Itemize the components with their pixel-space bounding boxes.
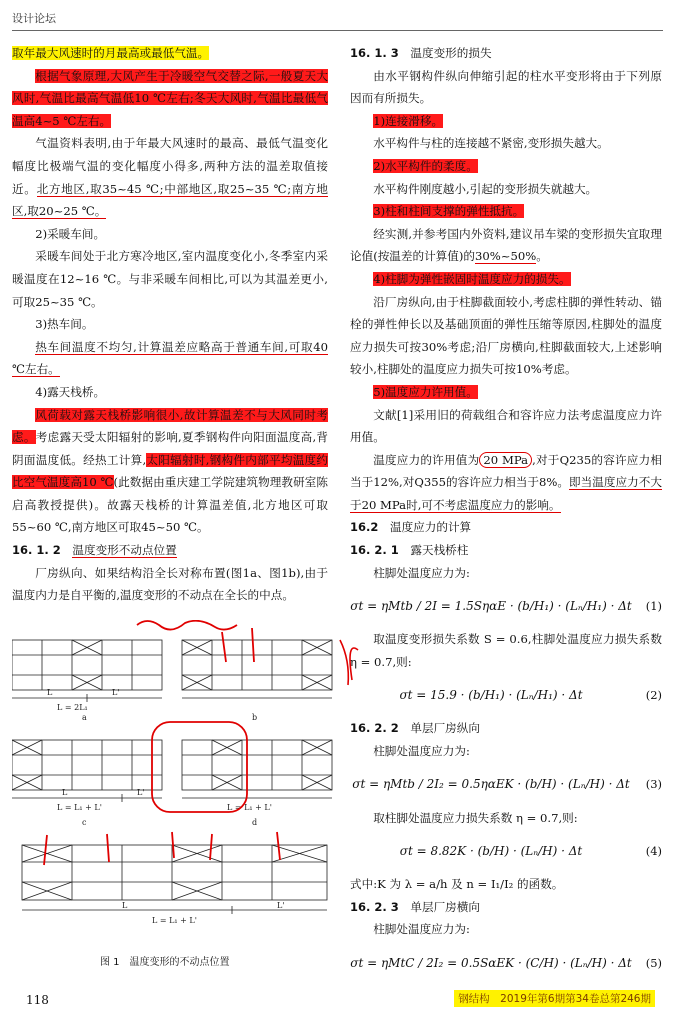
- fig-b-label: b: [252, 713, 258, 722]
- fig-e-seg2: L': [277, 901, 285, 910]
- para: 采暖车间处于北方寒冷地区,室内温度变化小,冬季室内采暖温度在12~16 ℃。与非采暖车间相比,可以为其温差更小,可取25~35 ℃。: [12, 249, 328, 309]
- equation-5: σt = ηMtC / 2I₂ = 0.5SαEK · (C/H) · (Lₙ/H) · Δt (5): [350, 955, 662, 970]
- text: (此数据由重庆建工学院建筑物理教研室陈启高教授提供)。故露天栈桥的计算温差值,北方地区可取55~60 ℃,南方地区可取45~50 ℃。: [12, 475, 328, 535]
- right-column: [350, 42, 662, 985]
- header-rule: [12, 30, 663, 31]
- underlined-text: 即当温度应力不大于20 MPa时,可不考虑温度应力的影响。: [350, 475, 662, 512]
- page-number: 118: [26, 993, 49, 1007]
- para: 由水平钢构件纵向伸缩引起的柱水平变形将由于下列原因而有所损失。: [350, 68, 662, 106]
- circled-value: 20 MPa: [479, 452, 532, 468]
- fig-c-seg2: L': [137, 788, 145, 797]
- underlined-text: 30%~50%: [475, 249, 537, 264]
- fig-a-total: L = 2L₁: [57, 703, 88, 712]
- figure-1: [12, 620, 337, 950]
- fig-c-seg1: L: [62, 788, 68, 797]
- running-header: 设计论坛: [12, 12, 56, 25]
- red-highlight-text: 太阳辐射时,钢构件内部平均温度约比空气温度高10 ℃: [12, 452, 329, 490]
- red-highlight-text: 4)柱脚为弹性嵌固时温度应力的损失。: [373, 271, 571, 286]
- equation-4: σt = 8.82K · (b/H) · (Lₙ/H) · Δt (4): [399, 843, 662, 858]
- fig-c-label: c: [82, 818, 87, 827]
- para: [350, 268, 662, 291]
- equation-2: σt = 15.9 · (b/H₁) · (Lₙ/H₁) · Δt (2): [399, 688, 662, 703]
- para: 柱脚处温度应力为:: [373, 922, 470, 937]
- equation-1: σt = ηMtb / 2I = 1.5SηαE · (b/H₁) · (Lₙ/H₁) · Δt (1): [350, 598, 662, 613]
- underlined-text: 北方地区,取35~45 ℃;中部地区,取25~35 ℃;南方地区,取20~25 ℃。: [12, 181, 328, 219]
- text: 考虑露天受太阳辐射的影响,夏季钢构件向阳面温度高,背阴面温度低。经热工计算,: [12, 430, 328, 467]
- para: [350, 110, 662, 133]
- text: 气温资料表明,由于年最大风速时的最高、最低气温变化幅度比极端气温的变化幅度小得多,两种方法的温差取值接近。: [12, 136, 328, 196]
- text: ,对于Q235的容许应力相当于12%,对Q355的容许应力相当于8%。: [350, 452, 662, 490]
- para: 水平构件刚度越小,引起的变形损失就越大。: [373, 181, 598, 196]
- para: 2)采暖车间。: [35, 226, 106, 241]
- text: 经实测,并参考国内外资料,建议吊车梁的变形损失宜取理论值(按温差的计算值)的: [350, 226, 662, 264]
- red-highlight-text: 3)柱和柱间支撑的弹性抵抗。: [373, 204, 525, 219]
- para: 式中:K 为 λ = a/h 及 n = I₁/I₂ 的函数。: [350, 877, 564, 892]
- section-heading: 16. 2. 1 露天栈桥柱: [350, 543, 469, 558]
- para: 沿厂房纵向,由于柱脚截面较小,考虑柱脚的弹性转动、锚栓的弹性伸长以及基础顶面的弹性压缩等原因,柱脚处的温度应力损失可按30%考虑;沿厂房横向,柱脚截面较大,上述影响较小,柱脚处的温度应力损失可按10%考虑。: [350, 294, 662, 377]
- para: 厂房纵向、如果结构沿全长对称布置(图1a、图1b),由于温度内力是自平衡的,温度变形的不动点在全长的中点。: [12, 565, 328, 603]
- left-column: [12, 42, 328, 607]
- equation-3: σt = ηMtb / 2I₂ = 0.5ηαEK · (b/H) · (Lₙ/H) · Δt (3): [352, 777, 662, 792]
- section-heading: 16.2 温度应力的计算: [350, 520, 472, 535]
- red-highlight-text: 1)连接滑移。: [373, 113, 444, 128]
- para: [12, 65, 328, 133]
- para: [12, 404, 328, 540]
- para: [12, 132, 328, 222]
- para: 文献[1]采用旧的荷载组合和容许应力法考虑温度应力许用值。: [350, 407, 662, 445]
- fig-a-label: a: [82, 713, 87, 722]
- fig-d-total: L = L₁ + L': [227, 803, 272, 812]
- red-highlight-text: 根据气象原理,大风产生于冷暖空气交替之际,一般夏天大风时,气温比最高气温低10 ℃左右;冬天大风时,气温比最低气温高4~5 ℃左右。: [12, 68, 328, 128]
- red-highlight-text: 5)温度应力许用值。: [373, 384, 478, 399]
- section-heading: 16. 1. 2 温度变形不动点位置: [12, 543, 177, 558]
- para: [350, 381, 662, 404]
- para: [12, 336, 328, 381]
- para: 经实测,并参考国内外资料,建议吊车梁的变形损失宜取理论值(按温差的计算值)的30%~50%。: [350, 226, 662, 264]
- fig-e-total: L = L₁ + L': [152, 916, 197, 925]
- para: 4)露天栈桥。: [35, 384, 106, 399]
- fig-a-seg2: L': [112, 688, 120, 697]
- fig-d-label: d: [252, 818, 258, 827]
- underlined-text: 热车间温度不均匀,计算温差应略高于普通车间,可取40 ℃左右。: [12, 339, 328, 377]
- journal-footer: 钢结构 2019年第6期第34卷总第246期: [454, 990, 655, 1007]
- para: 取温度变形损失系数 S = 0.6,柱脚处温度应力损失系数 η = 0.7,则:: [350, 632, 662, 669]
- para: 柱脚处温度应力为:: [373, 744, 470, 759]
- para: [12, 42, 328, 65]
- underlined-text: 温度变形不动点位置: [72, 543, 177, 558]
- para: 取柱脚处温度应力损失系数 η = 0.7,则:: [373, 810, 578, 825]
- highlight-text: 取年最大风速时的月最高或最低气温。: [12, 46, 210, 60]
- fig-c-total: L = L₁ + L': [57, 803, 102, 812]
- red-highlight-text: 2)水平构件的柔度。: [373, 158, 478, 173]
- section-heading: 16. 2. 3 单层厂房横向: [350, 899, 480, 914]
- para: 水平构件与柱的连接越不紧密,变形损失越大。: [373, 136, 609, 151]
- fig-a-seg1: L: [47, 688, 53, 697]
- text: 温度应力的许用值为: [373, 452, 480, 467]
- fig-e-seg1: L: [122, 901, 128, 910]
- red-highlight-text: 风荷载对露天栈桥影响很小,故计算温差不与大风同时考虑。: [12, 407, 328, 445]
- para: [350, 200, 662, 223]
- para: 柱脚处温度应力为:: [373, 565, 470, 580]
- para: 3)热车间。: [35, 317, 94, 332]
- figure-caption: 图 1 温度变形的不动点位置: [100, 957, 230, 968]
- section-heading: 16. 2. 2 单层厂房纵向: [350, 721, 480, 736]
- para: [350, 155, 662, 178]
- para: [350, 449, 662, 517]
- section-heading: 16. 1. 3 温度变形的损失: [350, 46, 492, 60]
